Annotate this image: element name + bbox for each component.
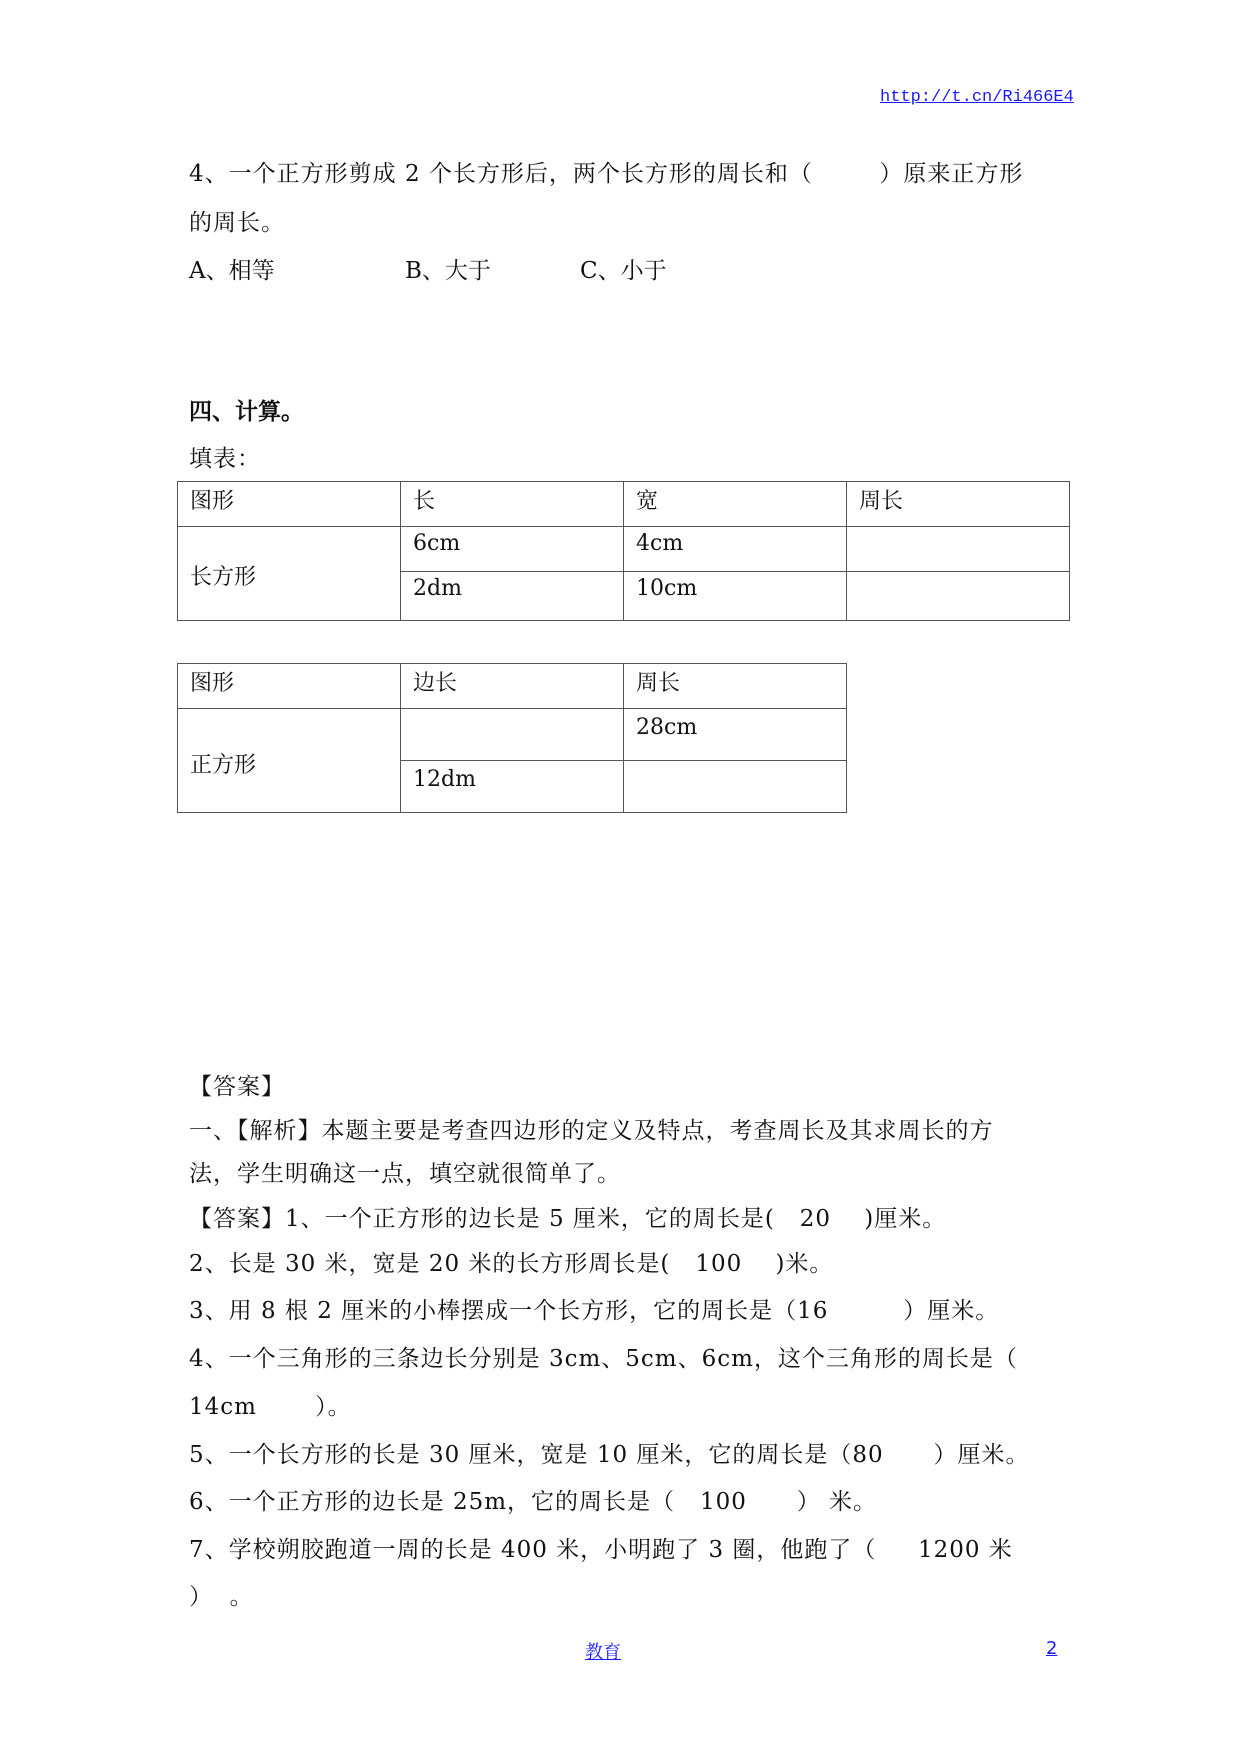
answer-item: 5、一个长方形的长是 30 厘米，宽是 10 厘米，它的周长是（80 ）厘米。: [189, 1442, 1030, 1468]
cell-width: 10cm: [624, 572, 847, 621]
table-header-row: [178, 482, 1070, 527]
answer-item: 【答案】1、一个正方形的边长是 5 厘米，它的周长是( 20 )厘米。: [189, 1206, 947, 1232]
answer-item: 3、用 8 根 2 厘米的小棒摆成一个长方形，它的周长是（16 ）厘米。: [189, 1298, 1000, 1324]
cell-side-blank[interactable]: [401, 709, 624, 761]
table-row: [178, 527, 1070, 572]
header-url-link[interactable]: http://t.cn/Ri466E4: [880, 88, 1074, 107]
cell-length: 2dm: [401, 572, 624, 621]
header-cell-shape: 图形: [178, 482, 401, 527]
cell-width: 4cm: [624, 527, 847, 572]
table-header-row: [178, 664, 847, 709]
section-4-subtitle: 填表：: [189, 446, 261, 472]
option-a: A、相等: [189, 258, 275, 284]
section-4-title: 四、计算。: [189, 399, 304, 425]
answer-item: 4、一个三角形的三条边长分别是 3cm、5cm、6cm，这个三角形的周长是（: [189, 1346, 1018, 1372]
cell-perimeter-blank[interactable]: [847, 572, 1070, 621]
cell-perimeter: 28cm: [624, 709, 847, 761]
cell-shape: 长方形: [178, 527, 401, 621]
answer-item: 6、一个正方形的边长是 25m，它的周长是（ 100 ） 米。: [189, 1489, 878, 1515]
cell-perimeter-blank[interactable]: [624, 761, 847, 813]
analysis-line-1: 一、【解析】本题主要是考查四边形的定义及特点，考查周长及其求周长的方: [189, 1118, 994, 1144]
footer-link[interactable]: 教育: [585, 1642, 621, 1663]
header-cell-perimeter: 周长: [624, 664, 847, 709]
page-number[interactable]: 2: [1046, 1638, 1058, 1659]
option-b: B、大于: [405, 258, 491, 284]
table-row: [178, 709, 847, 761]
option-c: C、小于: [580, 258, 667, 284]
question-4-line-1: 4、一个正方形剪成 2 个长方形后，两个长方形的周长和（ ）原来正方形: [189, 161, 1024, 187]
header-cell-shape: 图形: [178, 664, 401, 709]
answer-item: ） 。: [189, 1584, 254, 1610]
cell-shape: 正方形: [178, 709, 401, 813]
square-table: [177, 663, 847, 813]
header-cell-length: 长: [401, 482, 624, 527]
analysis-line-2: 法，学生明确这一点，填空就很简单了。: [189, 1161, 621, 1187]
rectangle-table: [177, 481, 1070, 621]
answer-item: 14cm ）。: [189, 1394, 352, 1420]
cell-length: 6cm: [401, 527, 624, 572]
cell-perimeter-blank[interactable]: [847, 527, 1070, 572]
cell-side: 12dm: [401, 761, 624, 813]
answer-item: 7、学校朔胶跑道一周的长是 400 米，小明跑了 3 圈，他跑了（ 1200 米: [189, 1537, 1013, 1563]
answer-item: 2、长是 30 米，宽是 20 米的长方形周长是( 100 )米。: [189, 1251, 834, 1277]
answers-title: 【答案】: [189, 1074, 285, 1100]
question-4-line-2: 的周长。: [189, 210, 285, 236]
header-cell-perimeter: 周长: [847, 482, 1070, 527]
header-cell-width: 宽: [624, 482, 847, 527]
header-cell-side: 边长: [401, 664, 624, 709]
